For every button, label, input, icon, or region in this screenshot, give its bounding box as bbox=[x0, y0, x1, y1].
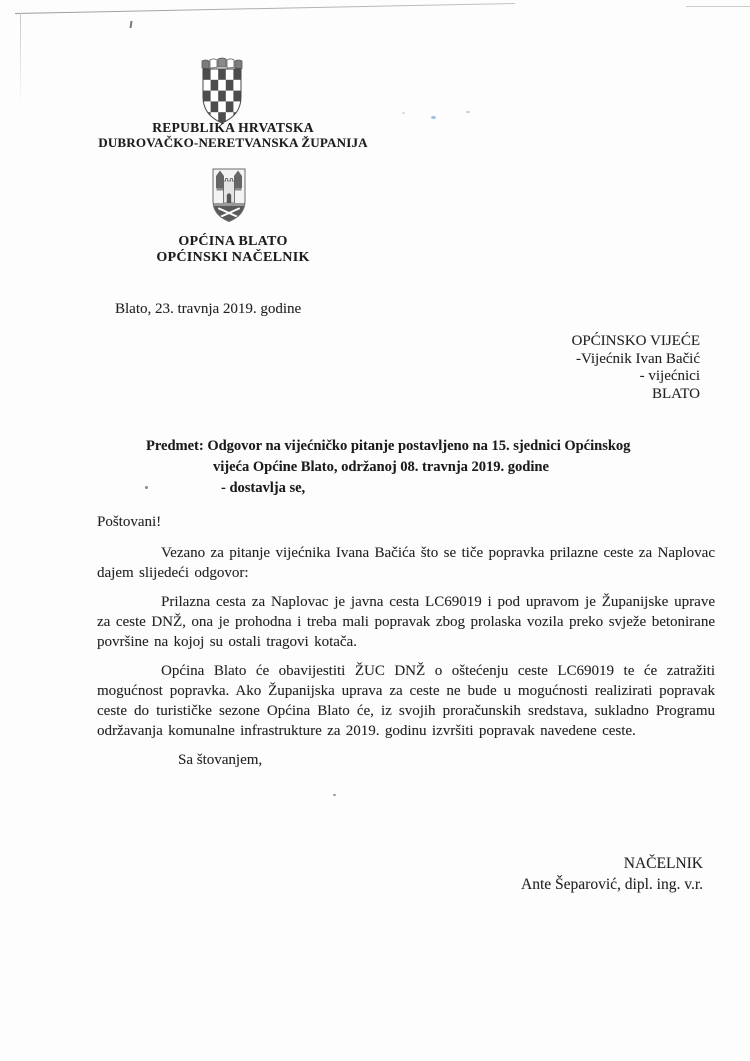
municipality-header bbox=[78, 234, 388, 265]
addressee-block bbox=[572, 333, 701, 403]
municipality-name: OPĆINA BLATO bbox=[178, 234, 288, 249]
republic-header bbox=[78, 120, 388, 150]
scan-speck bbox=[431, 116, 436, 119]
body-paragraph-2: Prilazna cesta za Naplovac je javna cesta LC69019 i pod upravom je Županijske uprave za ceste DNŽ, ona je prohodna i treba mali popravak zbog prolaska vozila preko svježe betonirane površine na kojoj su ostali tragovi kotača. bbox=[97, 594, 715, 650]
body-paragraph-1: Vezano za pitanje vijećnika Ivana Bačića što se tiče popravka prilazne ceste za Naplovac dajem slijedeći odgovor: bbox=[97, 545, 715, 581]
signature-title: NAČELNIK bbox=[623, 855, 703, 872]
salutation: Poštovani! bbox=[97, 514, 162, 530]
scan-artifact-top-edge bbox=[15, 3, 515, 14]
scan-speck bbox=[333, 794, 336, 796]
subject-line-2: vijeća Općine Blato, održanoj 08. travnja 2019. godine bbox=[213, 459, 549, 475]
letter-body bbox=[97, 512, 715, 785]
scan-artifact-tick bbox=[130, 21, 133, 28]
scan-artifact-top-right-edge bbox=[686, 6, 750, 7]
signature-name: Ante Šeparović, dipl. ing. v.r. bbox=[521, 876, 703, 893]
blato-coat-of-arms-icon bbox=[211, 167, 247, 229]
county-name: DUBROVAČKO-NERETVANSKA ŽUPANIJA bbox=[98, 135, 368, 150]
scan-speck bbox=[466, 111, 470, 113]
date-line: Blato, 23. travnja 2019. godine bbox=[115, 301, 302, 317]
subject-line-3: - dostavlja se, bbox=[221, 480, 306, 496]
closing-line: Sa štovanjem, bbox=[178, 752, 263, 768]
subject-line-1 bbox=[146, 436, 630, 457]
subject-label: Predmet: bbox=[146, 438, 204, 454]
body-paragraph-3: Općina Blato će obavijestiti ŽUC DNŽ o oštećenju ceste LC69019 te će zatražiti mogućnost popravka. Ako Županijska uprava za ceste ne bude u mogućnosti realizirati popravak ceste do turističke sezone Općina Blato će, iz svojih proračunskih sredstava, sukladno Programu održavanja komunalne infrastrukture za 2019. godinu izvršiti popravak navedene ceste. bbox=[97, 663, 715, 739]
addressee-councilors: - vijećnici bbox=[639, 368, 700, 384]
signature-block bbox=[521, 853, 703, 895]
office-name: OPĆINSKI NAČELNIK bbox=[156, 249, 310, 265]
addressee-council: OPĆINSKO VIJEĆE bbox=[571, 333, 700, 349]
republic-name: REPUBLIKA HRVATSKA bbox=[152, 120, 314, 135]
subject-text: Odgovor na vijećničko pitanje postavljeno na 15. sjednici Općinskog bbox=[207, 438, 631, 454]
addressee-councilor: -Vijećnik Ivan Bačić bbox=[575, 350, 700, 367]
addressee-place: BLATO bbox=[651, 385, 700, 402]
scan-speck bbox=[402, 112, 405, 114]
subject-block bbox=[146, 436, 630, 499]
scan-artifact-left-edge bbox=[20, 13, 21, 108]
